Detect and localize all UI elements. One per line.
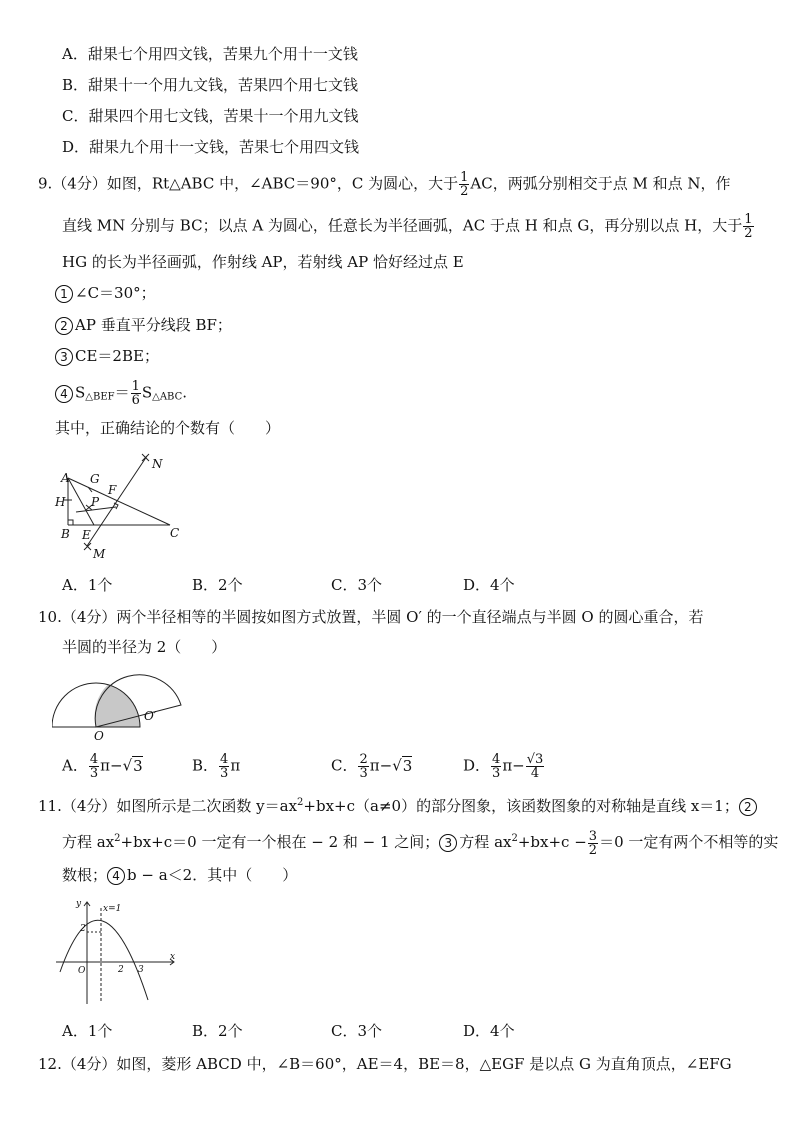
q9-option-c: C．3个: [331, 576, 383, 594]
q9-option-a: A．1个: [62, 576, 113, 594]
q10-option-d: D． $\frac{4}{3}$ π− $\frac{√3}{4}$: [463, 752, 544, 781]
q10-stem-line2: 半圆的半径为 2（ ）: [62, 638, 227, 656]
q9-option-b: B．2个: [192, 576, 243, 594]
label-p: P: [91, 495, 100, 509]
q8-option-d: D．甜果九个用十一文钱，苦果七个用四文钱: [62, 138, 360, 156]
q11-stem-line3: 数根； 4 b − a＜2．其中（ ）: [62, 866, 298, 884]
q11-option-b: B．2个: [192, 1022, 243, 1040]
x-axis-label: x: [170, 952, 176, 962]
circled-number: 1: [55, 285, 73, 303]
q9-statement-3: 3 CE＝2BE；: [55, 346, 159, 366]
label-f: F: [108, 483, 117, 497]
label-m: M: [93, 547, 106, 561]
half-fraction: $\frac{1}{2}$: [744, 212, 753, 241]
label-o-prime: O′: [144, 709, 157, 723]
q10-figure: [52, 660, 192, 744]
circled-number: 4: [55, 385, 73, 403]
circled-number: 3: [55, 348, 73, 366]
q11-stem-line1: 11.（4分）如图所示是二次函数 $y=ax^2+bx+c(a\ne 0)$的部分图象，该函数图象的对称轴是直线 x＝1； 2: [38, 793, 759, 816]
circled-number: 4: [107, 867, 125, 885]
label-o: O: [94, 729, 104, 743]
circled-number: 2: [55, 317, 73, 335]
y-tick-2: 2: [80, 924, 86, 934]
q8-option-b: B．甜果十一个用九文钱，苦果四个用七文钱: [62, 76, 359, 94]
q11-option-a: A．1个: [62, 1022, 113, 1040]
q9-option-d: D．4个: [463, 576, 515, 594]
q11-option-c: C．3个: [331, 1022, 383, 1040]
circled-number: 2: [739, 798, 757, 816]
q10-option-c: C． $\frac{2}{3}$ π−√3: [331, 752, 413, 781]
q12-stem-line1: 12.（4分）如图，菱形 ABCD 中，∠B＝60°，AE＝4，BE＝8，△EGF 是以点 G 为直角顶点，∠EFG: [38, 1055, 732, 1073]
q9-question: 其中，正确结论的个数有（ ）: [55, 419, 281, 437]
circled-number: 3: [439, 834, 457, 852]
q8-option-a: A．甜果七个用四文钱，苦果九个用十一文钱: [62, 45, 358, 63]
q10-option-a: A． $\frac{4}{3}$ π−√3: [62, 752, 143, 781]
q11-option-d: D．4个: [463, 1022, 515, 1040]
q11-stem-line2: 方程 $ax^2+bx+c=0$ 一定有一个根在 − 2 和 − 1 之间； 3 方程 $ax^2+bx+c$ − $\frac{3}{2}$ ＝0 一定有两个不相等的实: [62, 828, 779, 858]
x-tick-2: 2: [118, 965, 124, 975]
origin-label: O: [78, 966, 86, 976]
q11-figure: [52, 896, 182, 1008]
q9-stem-line1: 9.（4分）如图，Rt△ABC 中，∠ABC＝90°，C 为圆心，大于 $\frac{1}{2}$ AC，两弧分别相交于点 M 和点 N，作: [38, 170, 731, 199]
half-fraction: $\frac{1}{2}$: [460, 170, 469, 199]
q9-statement-2: 2 AP 垂直平分线段 BF；: [55, 315, 232, 335]
label-n: N: [152, 457, 163, 471]
q9-figure: [52, 448, 187, 563]
q8-option-c: C．甜果四个用七文钱，苦果十一个用九文钱: [62, 107, 359, 125]
x-tick-3: 3: [138, 965, 144, 975]
q9-statement-1: 1 ∠C＝30°；: [55, 283, 156, 303]
y-axis-label: y: [76, 899, 82, 909]
label-e: E: [82, 528, 91, 542]
q9-statement-4: 4 $S_{\triangle BEF}=$ $\frac{1}{6}$ $S_{\triangle ABC}$.: [55, 380, 187, 408]
label-b: B: [61, 527, 70, 541]
q9-stem-line2: 直线 MN 分别与 BC；以点 A 为圆心，任意长为半径画弧，AC 于点 H 和点 G，再分别以点 H，大于 $\frac{1}{2}$: [62, 212, 753, 241]
axis-of-symmetry-label: x=1: [103, 904, 122, 914]
q9-stem-line3: HG 的长为半径画弧，作射线 AP，若射线 AP 恰好经过点 E: [62, 253, 464, 271]
q10-stem-line1: 10.（4分）两个半径相等的半圆按如图方式放置，半圆 O′ 的一个直径端点与半圆 O 的圆心重合，若: [38, 608, 704, 626]
label-a: A: [61, 471, 70, 485]
label-h: H: [55, 495, 66, 509]
label-g: G: [90, 472, 100, 486]
q10-option-b: B． $\frac{4}{3}$ π: [192, 752, 241, 781]
label-c: C: [170, 526, 180, 540]
